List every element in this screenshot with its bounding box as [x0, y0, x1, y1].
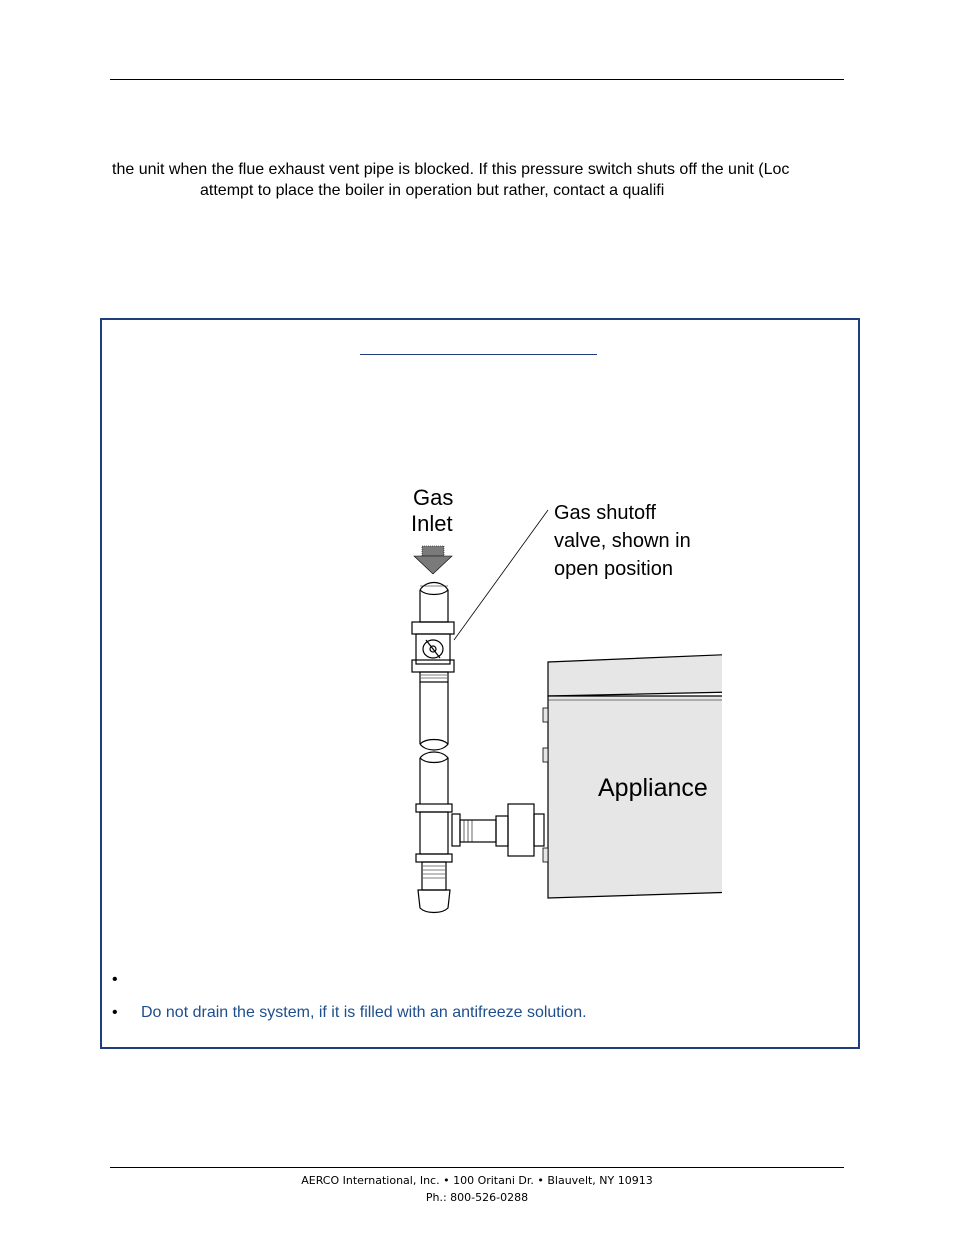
page-footer — [0, 1172, 954, 1206]
appliance-unit — [543, 654, 722, 898]
notice-box — [100, 318, 860, 1049]
gas-piping — [412, 583, 544, 913]
gas-flow-arrow-icon — [414, 546, 452, 574]
body-text-line-2: attempt to place the boiler in operation but rather, contact a qualifi — [200, 182, 665, 199]
gas-label: Gas — [413, 485, 454, 510]
footer-rule — [110, 1167, 844, 1168]
footer-address: AERCO International, Inc. • 100 Oritani Dr. • Blauvelt, NY 10913 — [301, 1174, 653, 1187]
inlet-label: Inlet — [411, 511, 453, 536]
valve-label-line-1: Gas shutoff — [554, 502, 656, 524]
valve-label-line-3: open position — [554, 558, 673, 580]
notice-bullet-list — [112, 970, 587, 1036]
notice-title-underline — [360, 354, 597, 355]
bullet-icon: • — [112, 1004, 118, 1021]
valve-label-line-2: valve, shown in — [554, 530, 691, 552]
body-text-line-1: the unit when the flue exhaust vent pipe is blocked. If this pressure switch shuts off the unit (Loc — [112, 161, 790, 178]
footer-phone: Ph.: 800-526-0288 — [425, 1191, 529, 1204]
list-item — [112, 1003, 587, 1022]
pipe-threads — [420, 586, 472, 878]
appliance-label: Appliance — [598, 774, 708, 802]
list-item — [112, 970, 587, 989]
bullet-icon: • — [112, 971, 118, 988]
gas-shutoff-valve-diagram — [302, 482, 722, 922]
header-rule — [110, 79, 844, 80]
bullet-text: Do not drain the system, if it is filled with an antifreeze solution. — [141, 1004, 587, 1021]
